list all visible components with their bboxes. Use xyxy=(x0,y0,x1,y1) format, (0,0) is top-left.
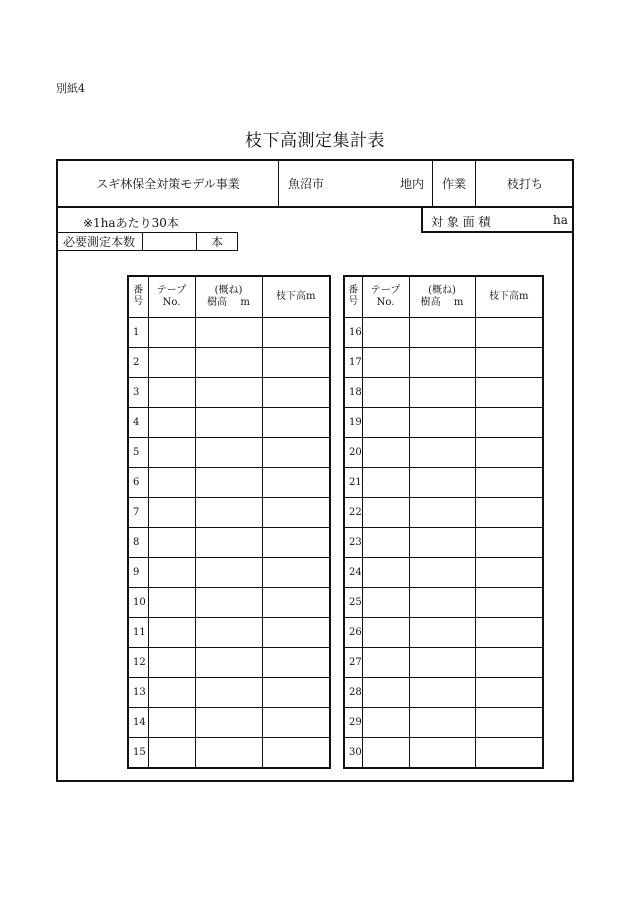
required-count-value[interactable] xyxy=(143,233,197,250)
tape-cell[interactable] xyxy=(148,648,195,678)
measurement-table-left xyxy=(127,275,331,769)
branch-height-header: 枝下高m xyxy=(475,276,543,318)
branch-height-cell[interactable] xyxy=(475,378,543,408)
tape-cell[interactable] xyxy=(362,378,409,408)
tape-cell[interactable] xyxy=(362,498,409,528)
tape-cell[interactable] xyxy=(148,348,195,378)
table-row xyxy=(128,648,330,678)
branch-height-cell[interactable] xyxy=(475,408,543,438)
row-number: 2 xyxy=(128,348,148,378)
table-row xyxy=(344,438,543,468)
tape-header: テープNo. xyxy=(148,276,195,318)
tree-height-cell[interactable] xyxy=(195,648,262,678)
branch-height-cell[interactable] xyxy=(475,528,543,558)
branch-height-cell[interactable] xyxy=(475,618,543,648)
row-number: 23 xyxy=(344,528,362,558)
tape-cell[interactable] xyxy=(148,468,195,498)
branch-height-cell[interactable] xyxy=(262,588,330,618)
branch-height-cell[interactable] xyxy=(262,468,330,498)
table-row xyxy=(128,378,330,408)
branch-height-header: 枝下高m xyxy=(262,276,330,318)
row-number: 16 xyxy=(344,318,362,348)
table-row xyxy=(344,318,543,348)
table-row xyxy=(344,468,543,498)
tree-height-cell[interactable] xyxy=(409,378,475,408)
branch-height-cell[interactable] xyxy=(262,558,330,588)
required-count-unit: 本 xyxy=(210,235,223,249)
area-unit: ha xyxy=(553,213,568,227)
tree-height-cell[interactable] xyxy=(409,528,475,558)
tree-height-cell[interactable] xyxy=(409,468,475,498)
table-row xyxy=(344,708,543,738)
tree-height-cell[interactable] xyxy=(409,708,475,738)
branch-height-cell[interactable] xyxy=(262,348,330,378)
tree-height-cell[interactable] xyxy=(195,438,262,468)
tree-height-cell[interactable] xyxy=(409,348,475,378)
table-row xyxy=(344,588,543,618)
row-number: 17 xyxy=(344,348,362,378)
tape-cell[interactable] xyxy=(362,348,409,378)
row-number: 11 xyxy=(128,618,148,648)
tree-height-cell[interactable] xyxy=(409,738,475,769)
row-number: 15 xyxy=(128,738,148,769)
branch-height-cell[interactable] xyxy=(475,318,543,348)
row-number: 14 xyxy=(128,708,148,738)
table-row xyxy=(128,558,330,588)
measurement-table-right xyxy=(343,275,544,769)
branch-height-cell[interactable] xyxy=(475,558,543,588)
table-row xyxy=(344,528,543,558)
row-number: 25 xyxy=(344,588,362,618)
tree-height-cell[interactable] xyxy=(409,558,475,588)
branch-height-cell[interactable] xyxy=(262,678,330,708)
branch-height-cell[interactable] xyxy=(475,588,543,618)
row-number: 13 xyxy=(128,678,148,708)
branch-height-cell[interactable] xyxy=(475,708,543,738)
tree-height-cell[interactable] xyxy=(195,318,262,348)
number-header: 番 号 xyxy=(128,276,148,318)
attachment-label: 別紙4 xyxy=(56,82,85,95)
branch-height-cell[interactable] xyxy=(262,408,330,438)
table-row xyxy=(344,408,543,438)
tape-cell[interactable] xyxy=(148,678,195,708)
branch-height-cell[interactable] xyxy=(262,438,330,468)
row-number: 24 xyxy=(344,558,362,588)
branch-height-cell[interactable] xyxy=(475,498,543,528)
row-number: 18 xyxy=(344,378,362,408)
branch-height-cell[interactable] xyxy=(475,438,543,468)
page-title: 枝下高測定集計表 xyxy=(245,131,385,151)
row-number: 8 xyxy=(128,528,148,558)
table-row xyxy=(344,558,543,588)
row-number: 6 xyxy=(128,468,148,498)
tree-height-cell[interactable] xyxy=(195,558,262,588)
table-row xyxy=(128,678,330,708)
branch-height-cell[interactable] xyxy=(475,468,543,498)
table-row xyxy=(344,348,543,378)
row-number: 29 xyxy=(344,708,362,738)
tree-height-cell[interactable] xyxy=(195,498,262,528)
table-row xyxy=(128,348,330,378)
branch-height-cell[interactable] xyxy=(262,498,330,528)
row-number: 19 xyxy=(344,408,362,438)
tape-cell[interactable] xyxy=(148,408,195,438)
table-row xyxy=(344,498,543,528)
tape-header: テープNo. xyxy=(362,276,409,318)
table-row xyxy=(344,618,543,648)
table-row xyxy=(128,708,330,738)
branch-height-cell[interactable] xyxy=(262,618,330,648)
branch-height-cell[interactable] xyxy=(475,678,543,708)
tape-cell[interactable] xyxy=(148,588,195,618)
branch-height-cell[interactable] xyxy=(262,708,330,738)
row-number: 26 xyxy=(344,618,362,648)
table-row xyxy=(128,468,330,498)
row-number: 20 xyxy=(344,438,362,468)
row-number: 22 xyxy=(344,498,362,528)
branch-height-cell[interactable] xyxy=(475,348,543,378)
work-label: 作業 xyxy=(441,177,466,191)
row-number: 4 xyxy=(128,408,148,438)
table-row xyxy=(128,588,330,618)
table-row xyxy=(344,648,543,678)
tree-height-cell[interactable] xyxy=(409,438,475,468)
tape-cell[interactable] xyxy=(148,738,195,769)
table-row xyxy=(128,498,330,528)
table-row xyxy=(128,738,330,769)
table-row xyxy=(344,378,543,408)
tape-cell[interactable] xyxy=(148,708,195,738)
tape-cell[interactable] xyxy=(362,618,409,648)
table-row xyxy=(128,438,330,468)
area-label: 対 象 面 積 xyxy=(431,215,491,229)
tree-height-cell[interactable] xyxy=(195,528,262,558)
tape-cell[interactable] xyxy=(148,378,195,408)
row-number: 7 xyxy=(128,498,148,528)
tree-height-header: (概ね) 樹高 m xyxy=(195,276,262,318)
note-text: ※1haあたり30本 xyxy=(83,216,179,230)
tape-cell[interactable] xyxy=(362,738,409,769)
branch-height-cell[interactable] xyxy=(262,738,330,769)
row-number: 9 xyxy=(128,558,148,588)
table-row xyxy=(128,408,330,438)
tree-height-cell[interactable] xyxy=(409,498,475,528)
tree-height-cell[interactable] xyxy=(195,678,262,708)
project-name: スギ林保全対策モデル事業 xyxy=(96,177,240,191)
tape-cell[interactable] xyxy=(148,558,195,588)
tape-cell[interactable] xyxy=(362,648,409,678)
tree-height-cell[interactable] xyxy=(195,708,262,738)
tape-cell[interactable] xyxy=(362,678,409,708)
header-cell-divider xyxy=(278,159,279,208)
tree-height-cell[interactable] xyxy=(409,588,475,618)
branch-height-cell[interactable] xyxy=(262,378,330,408)
tape-cell[interactable] xyxy=(362,588,409,618)
tree-height-cell[interactable] xyxy=(195,348,262,378)
row-number: 1 xyxy=(128,318,148,348)
tree-height-cell[interactable] xyxy=(409,618,475,648)
row-number: 5 xyxy=(128,438,148,468)
branch-height-cell[interactable] xyxy=(262,648,330,678)
tree-height-cell[interactable] xyxy=(409,408,475,438)
tape-cell[interactable] xyxy=(362,558,409,588)
tape-cell[interactable] xyxy=(362,708,409,738)
tape-cell[interactable] xyxy=(148,528,195,558)
tree-height-cell[interactable] xyxy=(195,618,262,648)
table-row xyxy=(128,528,330,558)
required-count-label: 必要測定本数 xyxy=(56,233,143,250)
tree-height-cell[interactable] xyxy=(409,318,475,348)
branch-height-cell[interactable] xyxy=(475,648,543,678)
tree-height-cell[interactable] xyxy=(195,468,262,498)
work-value: 枝打ち xyxy=(506,177,543,191)
row-number: 10 xyxy=(128,588,148,618)
row-number: 28 xyxy=(344,678,362,708)
tape-cell[interactable] xyxy=(148,438,195,468)
tape-cell[interactable] xyxy=(362,468,409,498)
row-number: 30 xyxy=(344,738,362,769)
tape-cell[interactable] xyxy=(148,318,195,348)
number-header: 番 号 xyxy=(344,276,362,318)
tape-cell[interactable] xyxy=(362,528,409,558)
tape-cell[interactable] xyxy=(362,408,409,438)
row-number: 27 xyxy=(344,648,362,678)
tape-cell[interactable] xyxy=(362,318,409,348)
table-row xyxy=(344,738,543,769)
tape-cell[interactable] xyxy=(148,498,195,528)
row-number: 3 xyxy=(128,378,148,408)
row-number: 21 xyxy=(344,468,362,498)
branch-height-cell[interactable] xyxy=(262,318,330,348)
tree-height-header: (概ね) 樹高 m xyxy=(409,276,475,318)
tree-height-cell[interactable] xyxy=(195,408,262,438)
tape-cell[interactable] xyxy=(148,618,195,648)
row-number: 12 xyxy=(128,648,148,678)
table-row xyxy=(344,678,543,708)
tree-height-cell[interactable] xyxy=(195,738,262,769)
district-suffix: 地内 xyxy=(400,177,425,191)
tree-height-cell[interactable] xyxy=(409,678,475,708)
city-name: 魚沼市 xyxy=(288,177,325,191)
tree-height-cell[interactable] xyxy=(195,378,262,408)
branch-height-cell[interactable] xyxy=(262,528,330,558)
tree-height-cell[interactable] xyxy=(409,648,475,678)
tape-cell[interactable] xyxy=(362,438,409,468)
branch-height-cell[interactable] xyxy=(475,738,543,769)
tree-height-cell[interactable] xyxy=(195,588,262,618)
table-row xyxy=(128,318,330,348)
required-count-box xyxy=(56,232,238,251)
table-row xyxy=(128,618,330,648)
